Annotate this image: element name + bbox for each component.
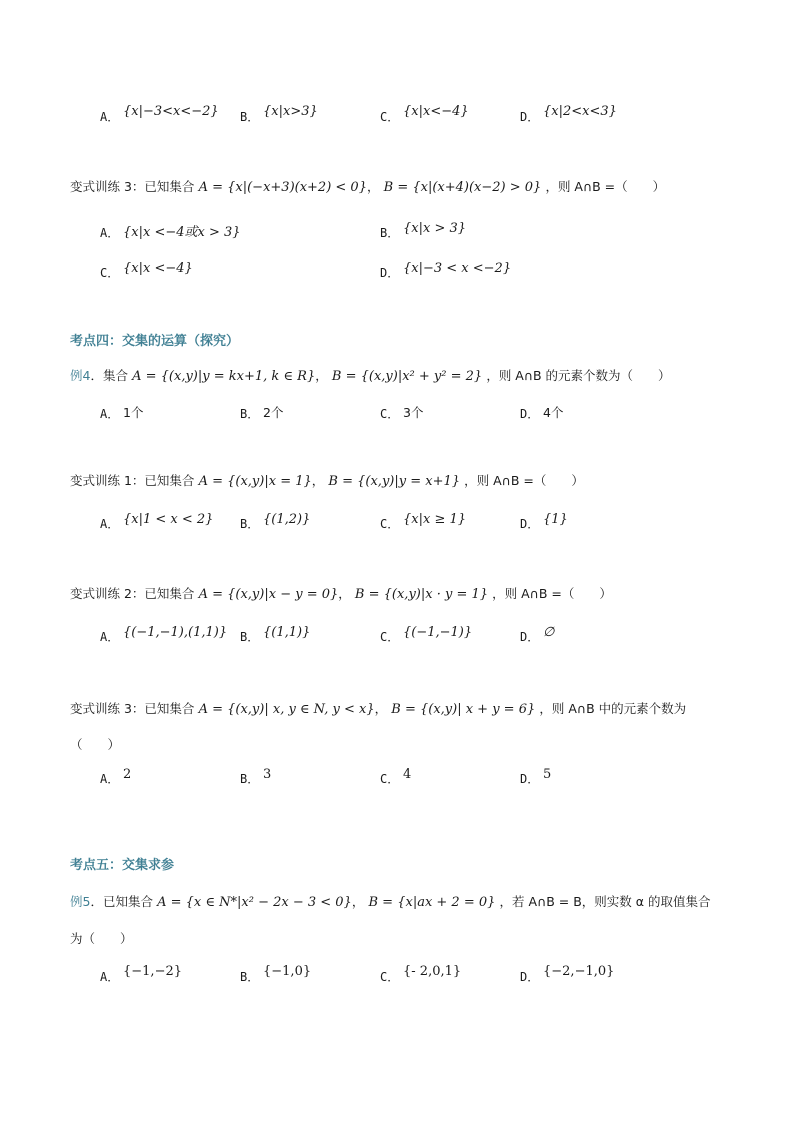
question-stem: 变式训练 1：已知集合 A = {(x,y)|x = 1}， B = {(x,y)|y = x+1} ，则 A∩B =（ ） (70, 473, 584, 489)
option-a-expr[interactable]: {−1,−2} (123, 964, 183, 979)
example-number: 例5 (70, 894, 91, 909)
option-b-label: B． (240, 110, 260, 124)
question-intro: ．已知集合 (90, 894, 153, 909)
option-b-label: B． (240, 517, 260, 531)
option-d-expr[interactable]: {x|2<x<3} (543, 104, 617, 119)
question-prefix: 变式训练 3：已知集合 (70, 701, 195, 716)
option-c-expr[interactable]: {x|x<−4} (403, 104, 469, 119)
question-stem: 例5．已知集合 A = {x ∈ N*|x² − 2x − 3 < 0}， B = {x|ax + 2 = 0} ，若 A∩B = B，则实数 α 的取值集合 (70, 894, 711, 910)
option-a-expr[interactable]: {x|−3<x<−2} (123, 104, 219, 119)
option-c-label: C． (380, 110, 400, 124)
option-a-expr[interactable]: 2 (123, 767, 132, 782)
option-a-label: A． (100, 110, 120, 124)
section-heading-5: 考点五：交集求参 (70, 858, 175, 873)
option-c-label: C． (380, 772, 400, 786)
option-a-expr[interactable]: 1个 (123, 405, 144, 420)
option-d-expr[interactable]: 5 (543, 767, 552, 782)
option-c-expr[interactable]: {x|x ≥ 1} (403, 512, 467, 527)
question-ask: ，则 A∩B =（ ） (464, 473, 584, 488)
set-b-expr: B = {(x,y)|x² + y² = 2} (331, 369, 483, 384)
option-b-expr[interactable]: {x|x>3} (263, 104, 318, 119)
option-d-label: D． (520, 970, 540, 984)
option-a-expr[interactable]: {x|x <−4或x > 3} (123, 225, 241, 240)
question-stem: 例4．集合 A = {(x,y)|y = kx+1, k ∈ R}， B = {(x,y)|x² + y² = 2} ，则 A∩B 的元素个数为（ ） (70, 368, 671, 384)
question-ask: ，则 A∩B =（ ） (545, 179, 666, 194)
option-b-label: B． (240, 970, 260, 984)
set-a-expr: A = {(x,y)| x, y ∈ N, y < x} (198, 702, 375, 717)
option-c-label: C． (100, 266, 120, 280)
set-b-expr: B = {x|ax + 2 = 0} (368, 895, 496, 910)
option-c-label: C． (380, 630, 400, 644)
option-a-expr[interactable]: {(−1,−1),(1,1)} (123, 625, 228, 640)
option-a-expr[interactable]: {x|1 < x < 2} (123, 512, 214, 527)
question-intro: ．集合 (90, 368, 128, 383)
question-prefix: 变式训练 3：已知集合 (70, 179, 195, 194)
option-b-expr[interactable]: 2个 (263, 405, 284, 420)
option-c-label: C． (380, 517, 400, 531)
question-ask-cont: 为（ ） (70, 931, 133, 946)
question-stem: 变式训练 2：已知集合 A = {(x,y)|x − y = 0}， B = {(x,y)|x · y = 1} ，则 A∩B =（ ） (70, 586, 612, 602)
question-stem: 变式训练 3：已知集合 A = {x|(−x+3)(x+2) < 0}， B = {x|(x+4)(x−2) > 0} ，则 A∩B =（ ） (70, 179, 666, 195)
option-d-expr[interactable]: 4个 (543, 405, 564, 420)
option-a-label: A． (100, 772, 120, 786)
set-b-expr: B = {x|(x+4)(x−2) > 0} (383, 180, 542, 195)
set-a-expr: A = {(x,y)|x = 1} (198, 474, 312, 489)
question-prefix: 变式训练 2：已知集合 (70, 586, 195, 601)
option-b-expr[interactable]: 3 (263, 767, 272, 782)
option-d-expr[interactable]: ∅ (543, 625, 555, 640)
set-a-expr: A = {x ∈ N*|x² − 2x − 3 < 0} (157, 895, 352, 910)
option-b-expr[interactable]: {−1,0} (263, 964, 312, 979)
option-a-label: A． (100, 517, 120, 531)
question-stem: 变式训练 3：已知集合 A = {(x,y)| x, y ∈ N, y < x}， B = {(x,y)| x + y = 6} ，则 A∩B 中的元素个数为 (70, 701, 687, 717)
option-c-expr[interactable]: {- 2,0,1} (403, 964, 462, 979)
question-ask: ，则 A∩B =（ ） (492, 586, 612, 601)
option-c-label: C． (380, 970, 400, 984)
question-prefix: 变式训练 1：已知集合 (70, 473, 195, 488)
option-d-label: D． (520, 110, 540, 124)
option-c-expr[interactable]: {x|x <−4} (123, 261, 193, 276)
option-d-label: D． (380, 266, 400, 280)
option-d-expr[interactable]: {−2,−1,0} (543, 964, 615, 979)
option-b-label: B． (240, 772, 260, 786)
option-c-label: C． (380, 407, 400, 421)
option-d-expr[interactable]: {x|−3 < x <−2} (403, 261, 512, 276)
set-a-expr: A = {(x,y)|y = kx+1, k ∈ R} (132, 369, 316, 384)
option-d-expr[interactable]: {1} (543, 512, 568, 527)
option-b-expr[interactable]: {(1,2)} (263, 512, 311, 527)
option-a-label: A． (100, 407, 120, 421)
option-a-label: A． (100, 970, 120, 984)
option-c-expr[interactable]: 3个 (403, 405, 424, 420)
set-b-expr: B = {(x,y)|y = x+1} (328, 474, 461, 489)
question-ask: ，则 A∩B 的元素个数为（ ） (486, 368, 671, 383)
question-ask: ，则 A∩B 中的元素个数为 (539, 701, 687, 716)
section-heading-4: 考点四：交集的运算（探究） (70, 334, 240, 349)
option-b-expr[interactable]: {(1,1)} (263, 625, 311, 640)
question-ask: ，若 A∩B = B，则实数 α 的取值集合 (499, 894, 711, 909)
example-number: 例4 (70, 368, 91, 383)
option-b-label: B． (240, 630, 260, 644)
option-a-label: A． (100, 226, 120, 240)
option-d-label: D． (520, 517, 540, 531)
option-a-label: A． (100, 630, 120, 644)
option-c-expr[interactable]: 4 (403, 767, 412, 782)
set-b-expr: B = {(x,y)| x + y = 6} (391, 702, 536, 717)
set-b-expr: B = {(x,y)|x · y = 1} (354, 587, 489, 602)
option-d-label: D． (520, 407, 540, 421)
set-a-expr: A = {x|(−x+3)(x+2) < 0} (198, 180, 367, 195)
option-b-label: B． (380, 226, 400, 240)
question-ask-cont: （ ） (70, 737, 121, 752)
option-d-label: D． (520, 630, 540, 644)
option-b-label: B． (240, 407, 260, 421)
set-a-expr: A = {(x,y)|x − y = 0} (198, 587, 339, 602)
option-b-expr[interactable]: {x|x > 3} (403, 221, 467, 236)
option-d-label: D． (520, 772, 540, 786)
option-c-expr[interactable]: {(−1,−1)} (403, 625, 473, 640)
